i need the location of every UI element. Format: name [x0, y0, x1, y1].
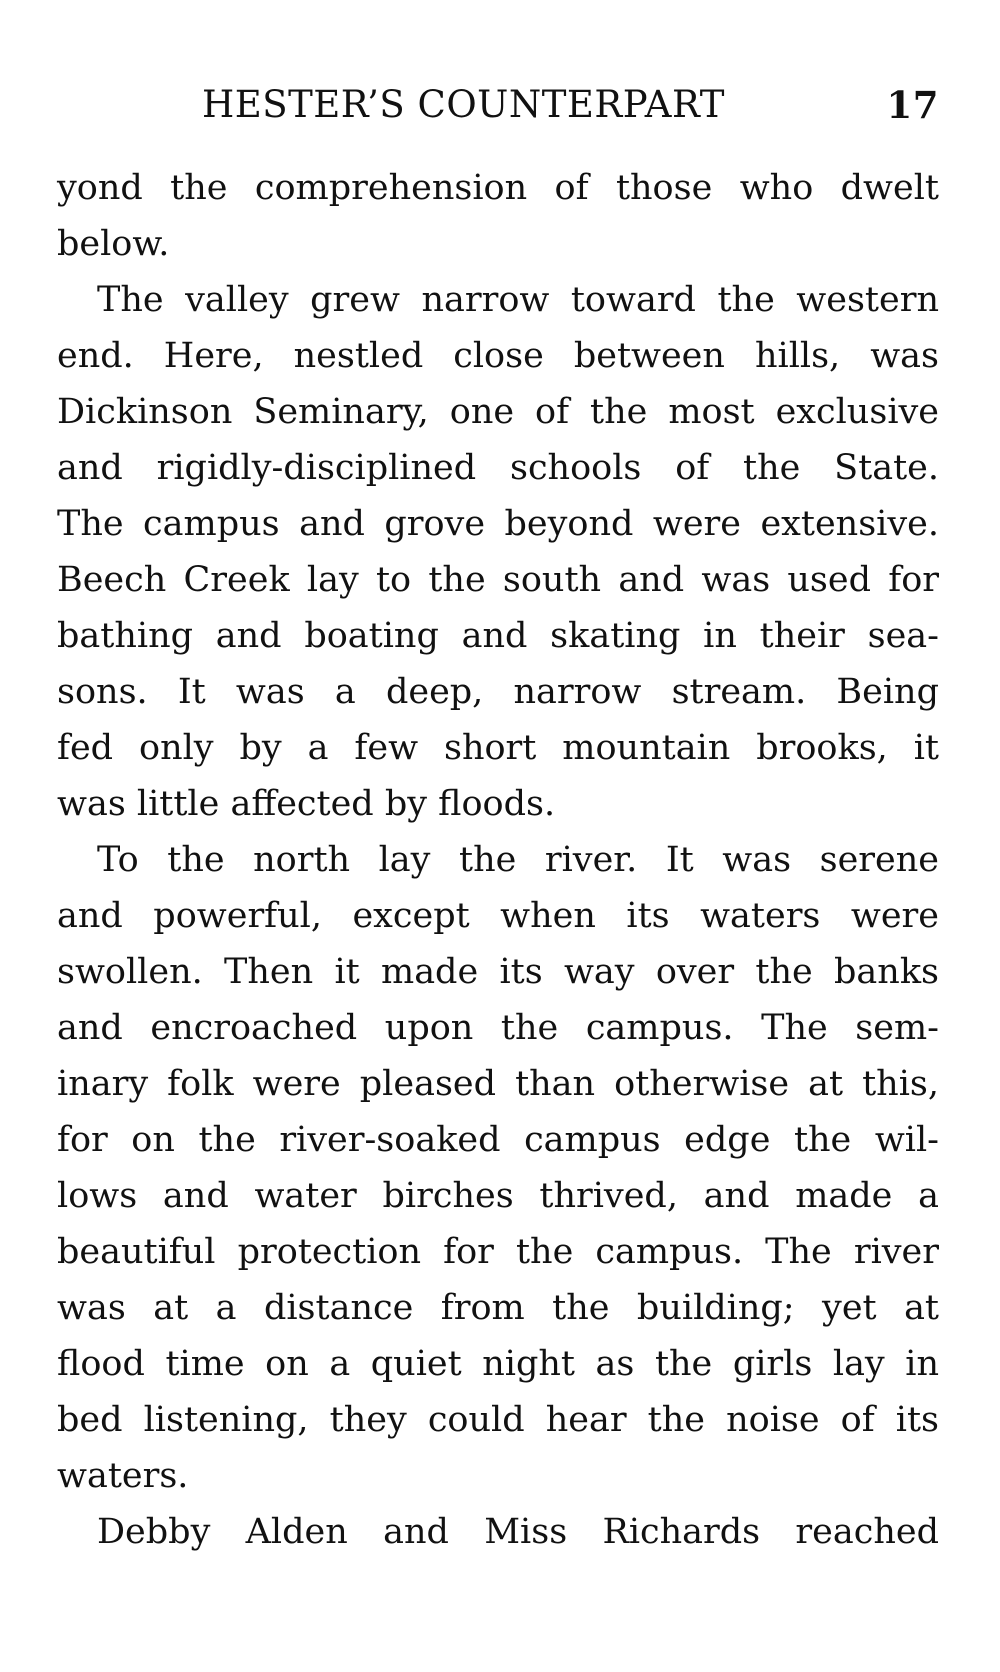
text-line: The valley grew narrow toward the western: [97, 280, 939, 320]
text-line: beautiful protection for the campus. The river: [57, 1232, 939, 1272]
text-line: Dickinson Seminary, one of the most exclusive: [57, 392, 939, 432]
text-line: lows and water birches thrived, and made a: [57, 1176, 939, 1216]
text-line: below.: [57, 224, 170, 264]
text-line: yond the comprehension of those who dwelt: [57, 168, 939, 208]
text-line: inary folk were pleased than otherwise at this,: [57, 1064, 939, 1104]
text-line: and rigidly-disciplined schools of the State.: [57, 448, 939, 488]
text-line: To the north lay the river. It was serene: [97, 840, 939, 880]
text-line: waters.: [57, 1456, 189, 1496]
body-text: [57, 160, 939, 1560]
text-line: bathing and boating and skating in their sea-: [57, 616, 939, 656]
text-line: and encroached upon the campus. The sem-: [57, 1008, 939, 1048]
text-line: was little affected by floods.: [57, 784, 556, 824]
text-line: flood time on a quiet night as the girls lay in: [57, 1344, 939, 1384]
page-number: 17: [886, 83, 939, 127]
text-line: end. Here, nestled close between hills, was: [57, 336, 939, 376]
text-line: for on the river-soaked campus edge the wil-: [57, 1120, 939, 1160]
text-line: sons. It was a deep, narrow stream. Being: [57, 672, 939, 712]
text-line: Debby Alden and Miss Richards reached: [97, 1512, 939, 1552]
text-line: fed only by a few short mountain brooks, it: [57, 728, 939, 768]
text-line: was at a distance from the building; yet at: [57, 1288, 939, 1328]
text-line: Beech Creek lay to the south and was used for: [57, 560, 939, 600]
text-line: bed listening, they could hear the noise of its: [57, 1400, 939, 1440]
text-line: and powerful, except when its waters were: [57, 896, 939, 936]
text-line: swollen. Then it made its way over the banks: [57, 952, 939, 992]
running-title: HESTER’S COUNTERPART: [202, 83, 725, 126]
running-head: [57, 80, 939, 130]
text-line: The campus and grove beyond were extensive.: [57, 504, 939, 544]
